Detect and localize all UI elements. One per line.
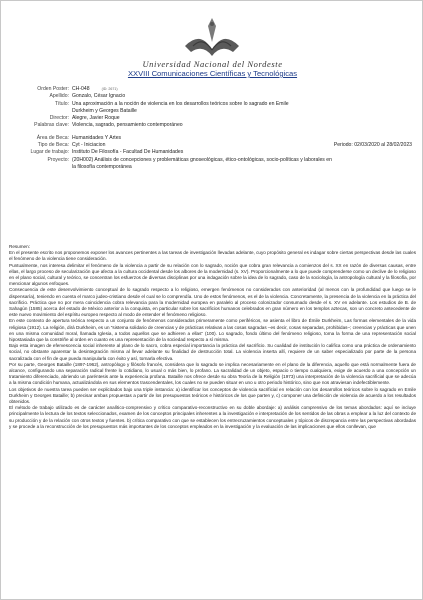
- abstract-paragraph: Por su parte, Georges Bataille (1897-1962), antropólogo y filósofo francés, considera que lo sagrado se implica necesariamente en el plano de la diferencia, aquello que está normalmente fuera de alcance, configurando una separación radical frente lo cotidiano, lo usual o más bien, lo profano. La sacralidad de un objeto, espacio o tiempo cualquiera, exige de acuerdo a una concepción un tratamiento diferenciado, abriendo un paréntesis ante la experiencia profana. Bataille nos ofrece desde su obra Teoría de la Religión (1973) una interpretación de la violencia sacrificial que se adecúa a la misma condición humana, actualizándola en sus elementos trascendentales, los cuales no se pueden situar en uno u otro periodo histórico, sino que nos atraviesan indefectiblemente.: [9, 361, 416, 386]
- metadata-block: [11, 86, 416, 171]
- meta-value: Gonzalo, César Ignacio: [72, 93, 126, 100]
- abstract-paragraph: Puntualmente, nos interesa delimitar el fenómeno de la violencia a partir de su relación con lo sagrado, noción que cobra gran relevancia a comienzos del s. XX en razón de diversas causas, entre ellas, el largo proceso de secularización que afecta a la cultura occidental desde los albores de la modernidad (s. XV). Proporcionalmente a lo que puede comprenderse como un declive de lo religioso en el plano social, cultural y teórico, se concentran los esfuerzos de diversas disciplinas por una indagación sobre la idea de lo sagrado, caso de la sociología, la antropología cultural y la filosofía, por mencionar algunos enfoques.: [9, 262, 416, 287]
- meta-row-palabras: [11, 122, 416, 129]
- meta-row-director: [11, 115, 416, 122]
- meta-label: Palabras clave:: [34, 122, 69, 129]
- meta-label: Director:: [49, 115, 69, 122]
- meta-row-proyecto: [11, 157, 416, 172]
- abstract-paragraph: Consecuencia de este desenvolvimiento conceptual de lo sagrado respecto a lo religioso, emergen fenómenos no considerados con anterioridad (al menos con la profundidad que luego se le dispensaría), teniendo en cuenta el marco judeo-cristiano desde el cual se lo comprendía. Uno de estos fenómenos, es el de la violencia. Concretamente, la presencia de la violencia en la práctica del sacrificio. Práctica que no por mera coincidencia cobra relevancia para la modernidad europea en paralelo al proceso colonizador consumado desde el s. XV en adelante. Los estudios de B. de Sahagún (1585) acerca del estado de México anterior a la conquista, en particular sobre los sacrificios humanos celebrados en gran número en los templos aztecas, son un concreto antecedente de este nuevo movimiento del espíritu europeo respecto al modo de entender el fenómeno religioso.: [9, 287, 416, 318]
- meta-row-titulo: [11, 101, 416, 116]
- meta-label: Lugar de trabajo:: [30, 149, 69, 156]
- meta-label: Orden Poster:: [37, 86, 69, 92]
- abstract-body: [9, 244, 416, 430]
- period-dates: Periodo: 02/03/2020 al 28/02/2023: [333, 142, 412, 149]
- abstract-paragraph: Los objetivos de nuestra tarea pueden ser explicitados bajo una triple instancia: a) identificar los conceptos de violencia sacrificial en relación con los desarrollos teóricos sobre lo sagrado en Emile Durkheim y Georges Bataille; b) precisar ambas propuestas a partir de los presupuestos teóricos e históricos de los que parten y, c) componer una definición de violencia de acuerdo a los resultados obtenidos.: [9, 386, 416, 405]
- meta-value: Alegre, Javier Roque: [72, 115, 120, 122]
- meta-label: Tipo de Beca:: [37, 142, 69, 149]
- meta-label: Proyecto:: [47, 156, 69, 163]
- poster-id: (ID: 2671): [101, 87, 118, 91]
- abstract-paragraph: El método de trabajo utilizado es de carácter analítico-comprensivo y crítico comparativo-reconstructivo en su doble abordaje: a) análisis comprensivo de los temas abordados: aquí se incluye principalmente la lectura de los textos seleccionados, examen de los conceptos principales inherentes a la investigación e interpretación de los sentidos de las obras a emplear a la luz del contexto de su producción y de la relación con otros textos y fuentes. b) crítica comparativo con que se establecen los entrecruzamientos conceptuales y tópicos de discrepancia entre las perspectivas abordadas y se procede a la reconstrucción de los presupuestos más importantes de los conceptos empleados en la investigación y la evaluación de las implicaciones que ellos conllevan, que: [9, 405, 416, 429]
- meta-row-area: [11, 135, 416, 142]
- abstract-heading: Resumen:: [9, 244, 30, 249]
- meta-value: Violencia, sagrado, pensamiento contemporáneo: [72, 122, 183, 129]
- university-logo: [181, 16, 243, 60]
- meta-row-orden: [11, 86, 416, 93]
- meta-label: Título:: [54, 100, 69, 107]
- abstract-paragraph: Bajo esta imagen de efervescencia social inherente al plano de lo sacro, cobra especial importancia la práctica del sacrificio. Su cualidad de institución lo califica como una práctica de ordenamiento social, no obstante aparentar la desintegración misma al llevar adelante su finalidad de destrucción total. La violencia inserta allí, requiere de un saber especializado por parte de la persona sacralizada con el fin de que pueda manipularla con éxito y así, tornarla efectiva.: [9, 343, 416, 361]
- meta-row-tipo: [11, 142, 416, 149]
- abstract-paragraph: En el presente escrito nos proponemos exponer los avances pertinentes a las tareas de investigación llevadas adelante, cuyo propósito general es indagar sobre ciertas perspectivas desde las cuales el fenómeno de la violencia tiene consideración.: [9, 250, 416, 262]
- meta-value: Humanidades Y Artes: [72, 134, 122, 141]
- meta-row-lugar: [11, 149, 416, 156]
- meta-value: (20H002) Análisis de concepciones y problemáticas gnoseológicas, ético-ontológicas, socio-políticas y laborales en la filosofía contemporánea: [72, 156, 332, 170]
- meta-value: Una aproximación a la noción de violencia en los desarrollos teóricos sobre lo sagrado en Emile Durkheim y Georges Bataille: [72, 100, 289, 114]
- meta-value: CH-048 (ID: 2671): [72, 86, 118, 92]
- meta-value: Instituto De Filosofía - Facultad De Humanidades: [72, 149, 184, 156]
- meta-row-apellido: [11, 93, 416, 100]
- meta-label: Área de Beca:: [36, 134, 69, 141]
- abstract-paragraph: En este contexto de apertura teórica respecto a un conjunto de fenómenos considerados primeramente como periféricos, se asienta el libro de Émile Durkheim, Las formas elementales de la vida religiosa (1912). La religión, dirá Durkheim, es un "sistema solidario de creencias y de prácticas relativas a las cosas sagradas –es decir, cosas separadas, prohibidas–; creencias y prácticas que unen en una misma comunidad moral, llamada Iglesia, a todos aquellos que se adhieren a ellas" (100). Lo sagrado, fondo último del fenómeno religioso, toma la forma de una representación social hipostasiada que la constriñe al orden en cuanto es una representación de la sociedad respecto a sí misma.: [9, 318, 416, 343]
- meta-value: Cyt - Iniciacion: [72, 142, 106, 149]
- university-name: Universidad Nacional del Nordeste: [142, 59, 283, 69]
- meta-label: Apellido:: [49, 93, 69, 100]
- conference-title: XXVIII Comunicaciones Científicas y Tecnológicas: [127, 69, 298, 78]
